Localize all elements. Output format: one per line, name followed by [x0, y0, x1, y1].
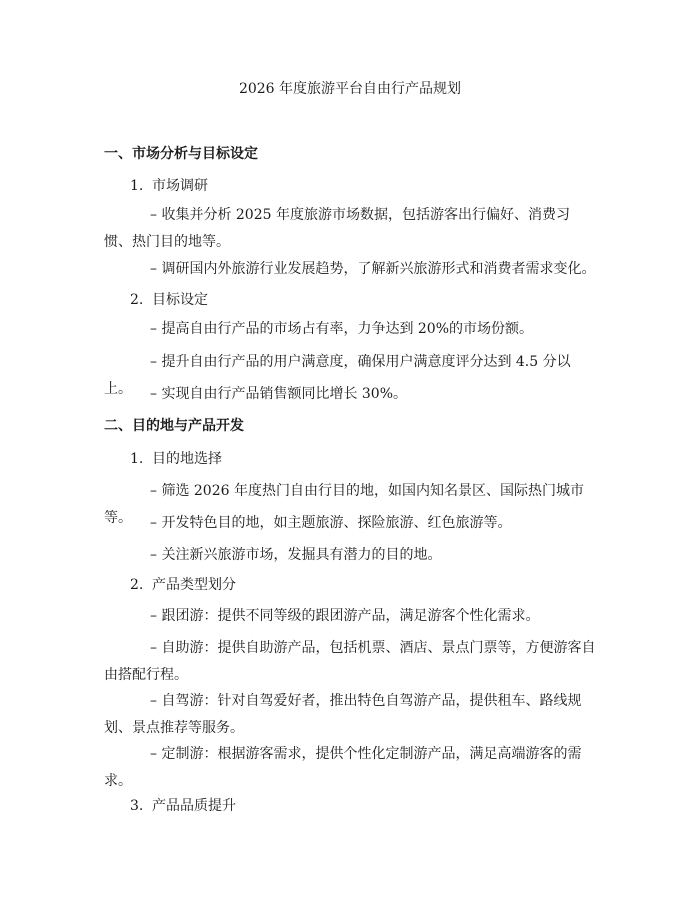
bullet-item: – 定制游：根据游客需求，提供个性化定制游产品，满足高端游客的需求。 [104, 746, 582, 789]
bullet-item: – 收集并分析 2025 年度旅游市场数据，包括游客出行偏好、消费习惯、热门目的地等。 [104, 207, 570, 250]
subsection-heading [130, 449, 222, 469]
bullet-item: – 实现自由行产品销售额同比增长 30%。 [150, 386, 408, 402]
subsection-number: 2. [130, 292, 144, 308]
bullet-item: – 开发特色目的地，如主题旅游、探险旅游、红色旅游等。 [150, 515, 512, 531]
document-title: 2026 年度旅游平台自由行产品规划 [238, 81, 462, 97]
subsection-title: 目标设定 [152, 292, 208, 308]
subsection-title: 目的地选择 [152, 451, 222, 467]
subsection-heading [130, 796, 236, 816]
bullet-item: – 提升自由行产品的用户满意度，确保用户满意度评分达到 4.5 分以上。 [104, 354, 571, 397]
subsection-heading [130, 176, 208, 196]
subsection-number: 1. [130, 451, 144, 467]
bullet-item: – 筛选 2026 年度热门自由行目的地，如国内知名景区、国际热门城市等。 [104, 483, 584, 526]
bullet-item: – 调研国内外旅游行业发展趋势，了解新兴旅游形式和消费者需求变化。 [150, 261, 596, 277]
section-heading: 二、目的地与产品开发 [104, 418, 244, 434]
bullet-item: – 提高自由行产品的市场占有率，力争达到 20%的市场份额。 [150, 321, 534, 337]
subsection-number: 3. [130, 798, 144, 814]
bullet-item: – 关注新兴旅游市场，发掘具有潜力的目的地。 [150, 547, 442, 563]
bullet-item: – 自驾游：针对自驾爱好者，推出特色自驾游产品，提供租车、路线规划、景点推荐等服务。 [104, 693, 582, 736]
subsection-number: 2. [130, 577, 144, 593]
section-heading: 一、市场分析与目标设定 [104, 146, 258, 162]
subsection-heading [130, 290, 208, 310]
bullet-item: – 跟团游：提供不同等级的跟团游产品，满足游客个性化需求。 [150, 608, 540, 624]
subsection-title: 市场调研 [152, 178, 208, 194]
subsection-title: 产品类型划分 [152, 577, 236, 593]
subsection-number: 1. [130, 178, 144, 194]
subsection-title: 产品品质提升 [152, 798, 236, 814]
bullet-item: – 自助游：提供自助游产品，包括机票、酒店、景点门票等，方便游客自由搭配行程。 [104, 640, 596, 683]
subsection-heading [130, 575, 236, 595]
